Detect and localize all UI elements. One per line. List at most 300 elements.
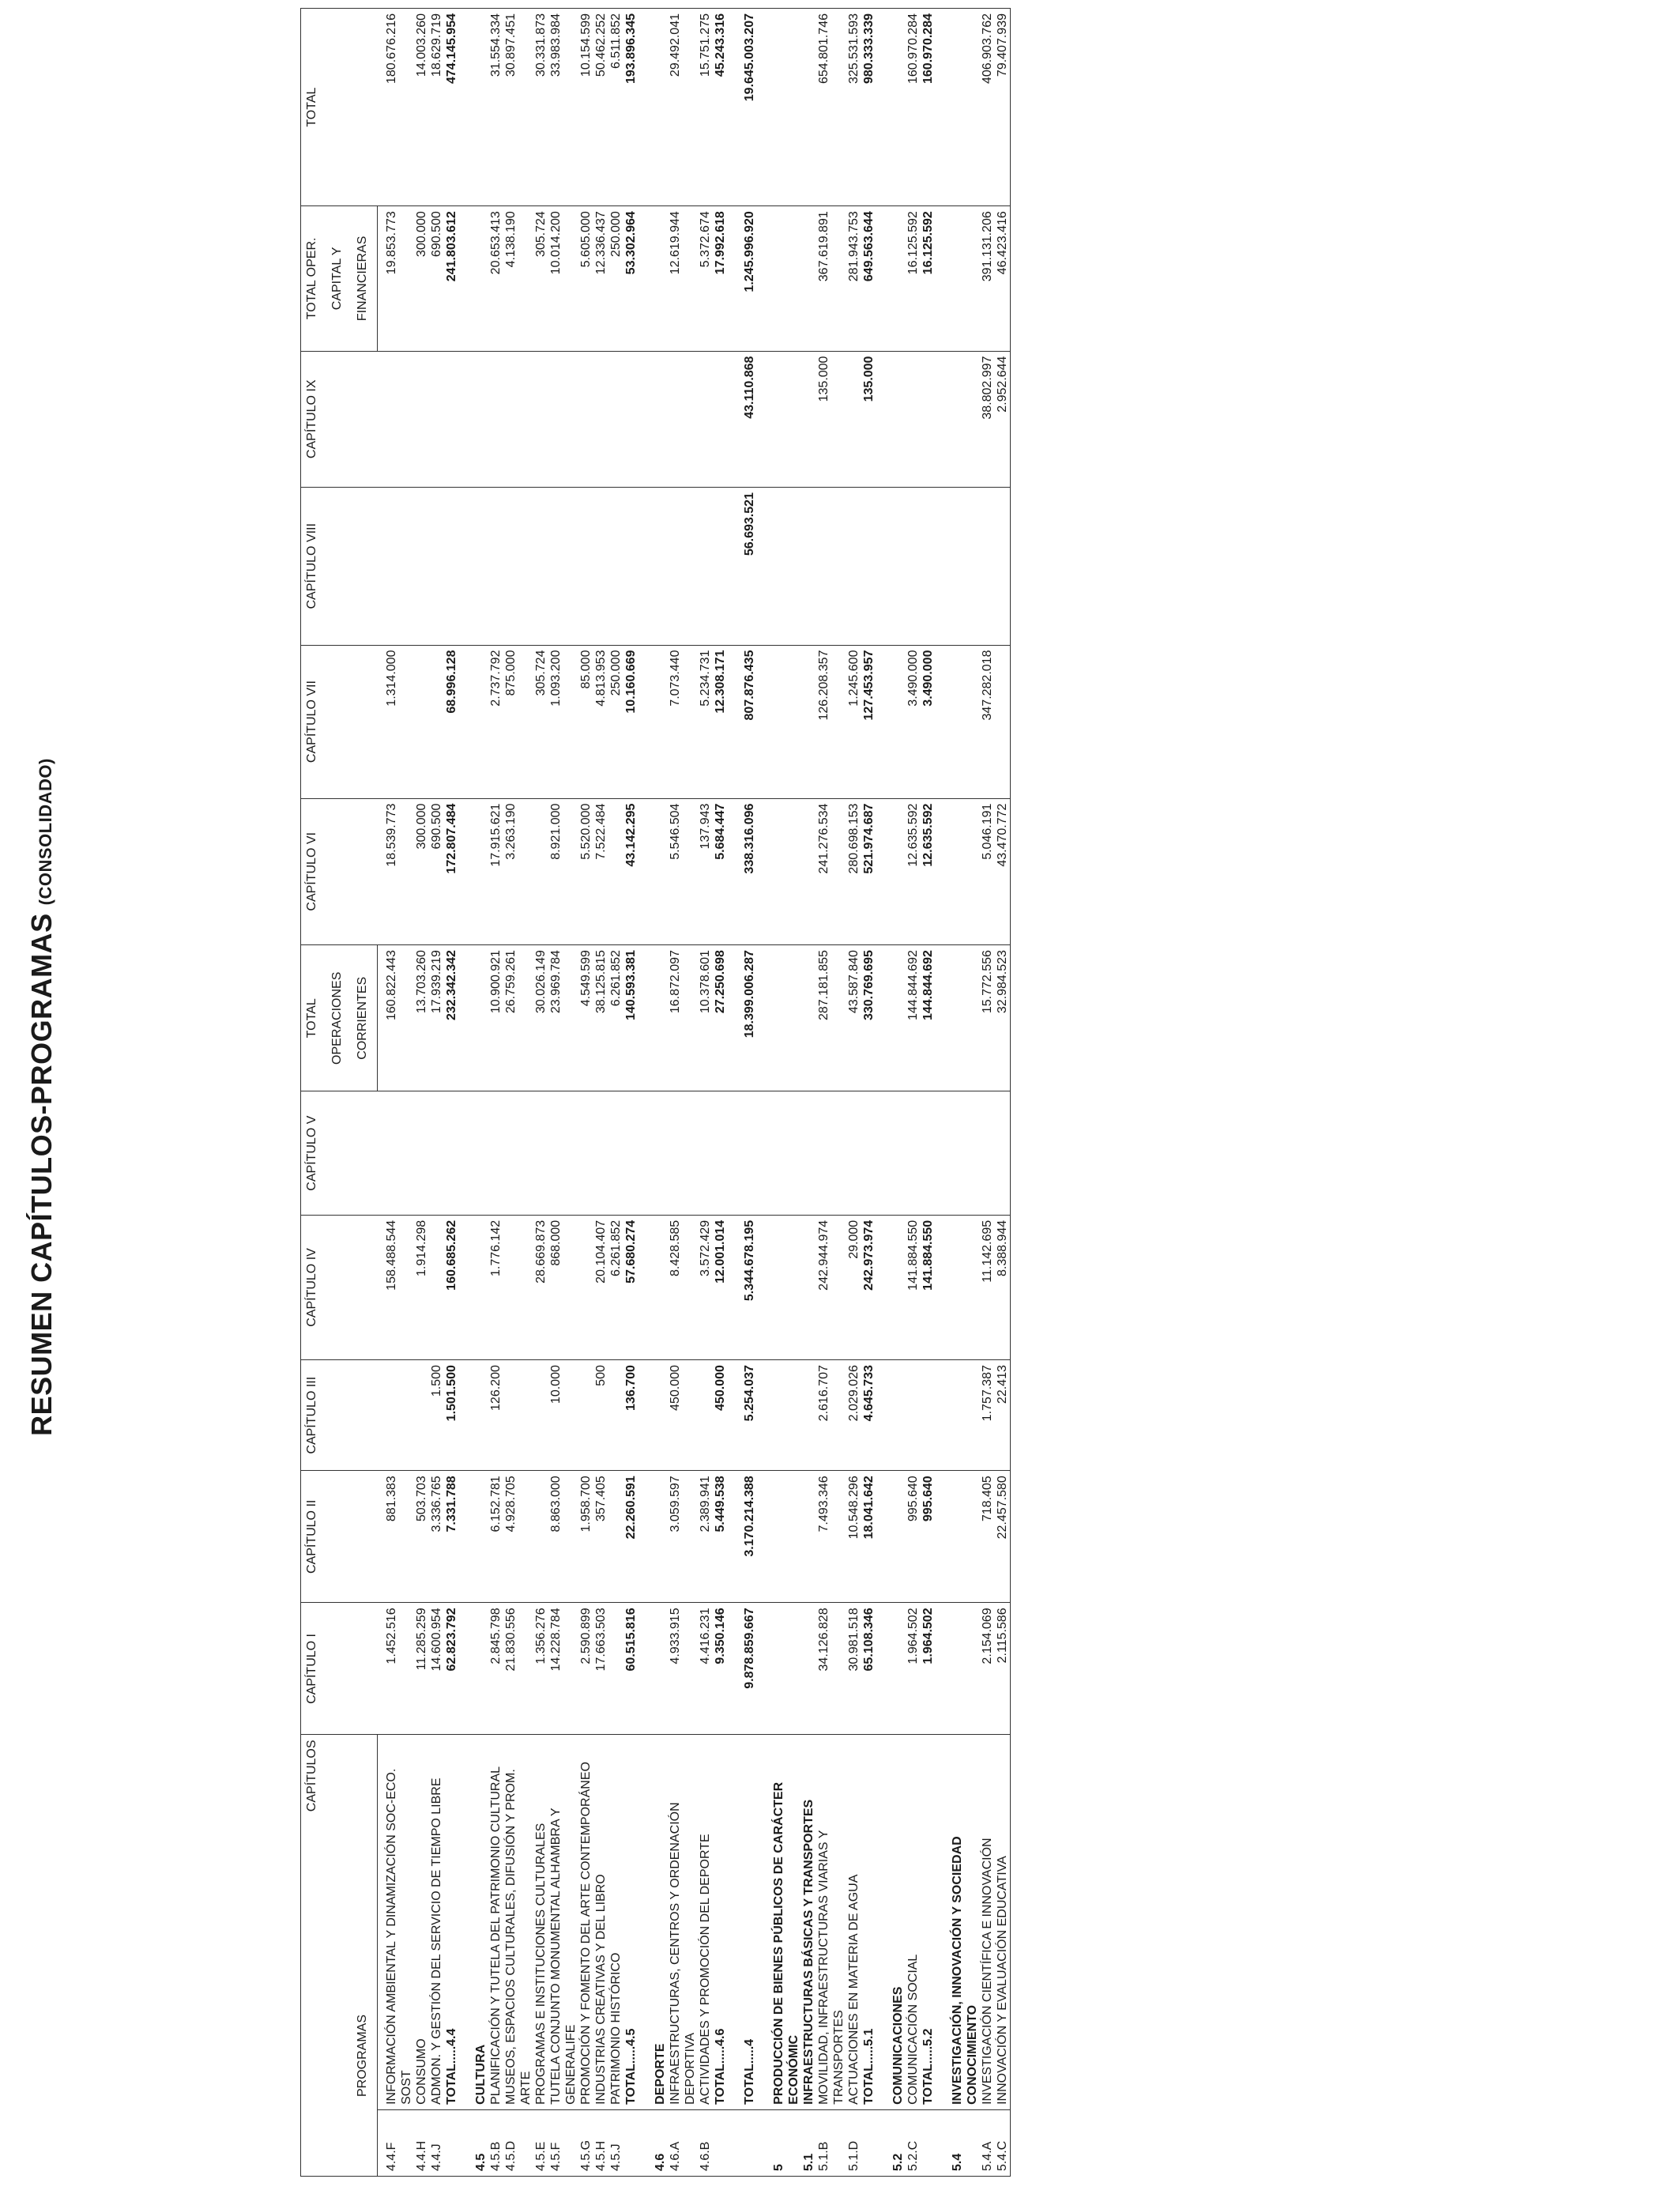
amount-c5 — [742, 1091, 757, 1215]
amount-tof: 690.500 — [429, 206, 444, 351]
amount-c1 — [801, 1603, 816, 1735]
spacer-cell — [757, 1360, 771, 1471]
amount-toc — [950, 945, 980, 1091]
page-title — [25, 0, 58, 2194]
spacer-cell — [757, 351, 771, 488]
amount-c4: 242.973.974 — [861, 1215, 876, 1359]
amount-toc: 23.969.784 — [548, 945, 578, 1091]
amount-total: 18.629.719 — [429, 9, 444, 206]
amount-c3 — [891, 1360, 906, 1471]
amount-c1 — [771, 1603, 801, 1735]
amount-c4: 8.388.944 — [995, 1215, 1011, 1359]
amount-c7: 347.282.018 — [980, 645, 995, 798]
amount-c9 — [548, 351, 578, 488]
amount-total — [771, 9, 801, 206]
amount-toc: 32.984.523 — [995, 945, 1011, 1091]
amount-tof: 5.372.674 — [698, 206, 713, 351]
program-name: ACTIVIDADES Y PROMOCIÓN DEL DEPORTE — [698, 1735, 713, 2109]
spacer-cell — [757, 206, 771, 351]
spacer-cell — [459, 1215, 473, 1359]
header-total: TOTAL — [301, 9, 378, 206]
amount-c9 — [608, 351, 623, 488]
amount-tof: 12.336.437 — [593, 206, 608, 351]
spacer-cell — [728, 945, 742, 1091]
amount-c9 — [698, 351, 713, 488]
amount-tof — [473, 206, 488, 351]
total-row — [921, 9, 936, 2177]
amount-c3: 4.645.733 — [861, 1360, 876, 1471]
amount-c6: 12.635.592 — [921, 798, 936, 944]
amount-c2: 6.152.781 — [488, 1471, 503, 1603]
amount-toc: 140.593.381 — [623, 945, 638, 1091]
amount-c8 — [378, 488, 415, 645]
amount-c6: 7.522.484 — [593, 798, 608, 944]
amount-c3: 2.029.026 — [846, 1360, 861, 1471]
amount-c5 — [578, 1091, 593, 1215]
amount-toc: 144.844.692 — [906, 945, 921, 1091]
total-row — [623, 9, 638, 2177]
amount-total: 160.970.284 — [906, 9, 921, 206]
program-code: 5 — [771, 2109, 801, 2176]
amount-c5 — [980, 1091, 995, 1215]
amount-tof: 250.000 — [608, 206, 623, 351]
table-row — [698, 9, 713, 2177]
table-row — [906, 9, 921, 2177]
amount-c3: 136.700 — [623, 1360, 638, 1471]
amount-total: 160.970.284 — [921, 9, 936, 206]
total-row — [713, 9, 728, 2177]
amount-c8: 56.693.521 — [742, 488, 757, 645]
amount-c6: 241.276.534 — [816, 798, 846, 944]
amount-c3: 450.000 — [713, 1360, 728, 1471]
program-code: 4.5.H — [593, 2109, 608, 2176]
spacer-cell — [936, 1603, 950, 1735]
amount-total — [473, 9, 488, 206]
program-code: 4.4.F — [378, 2109, 415, 2176]
amount-c7: 305.724 — [533, 645, 548, 798]
amount-c6: 521.974.687 — [861, 798, 876, 944]
amount-c4: 141.884.550 — [921, 1215, 936, 1359]
amount-c3: 450.000 — [668, 1360, 698, 1471]
program-code: 4.5 — [473, 2109, 488, 2176]
header-toc-line2: OPERACIONES — [326, 945, 352, 1091]
spacer-cell — [936, 1360, 950, 1471]
spacer-cell — [728, 1735, 742, 2109]
amount-total: 193.896.345 — [623, 9, 638, 206]
amount-c5 — [713, 1091, 728, 1215]
amount-c6: 17.915.621 — [488, 798, 503, 944]
table-row — [503, 9, 533, 2177]
spacer-cell — [728, 206, 742, 351]
amount-c7: 1.245.600 — [846, 645, 861, 798]
total-row — [861, 9, 876, 2177]
amount-c6: 5.046.191 — [980, 798, 995, 944]
amount-c7 — [950, 645, 980, 798]
table-row — [548, 9, 578, 2177]
amount-total: 654.801.746 — [816, 9, 846, 206]
amount-tof: 241.803.612 — [444, 206, 459, 351]
program-name: MUSEOS, ESPACIOS CULTURALES, DIFUSIÓN Y PROM. ARTE — [503, 1735, 533, 2109]
amount-c2: 3.336.765 — [429, 1471, 444, 1603]
amount-c8 — [578, 488, 593, 645]
spacer-cell — [936, 206, 950, 351]
amount-tof — [950, 206, 980, 351]
amount-c5 — [891, 1091, 906, 1215]
amount-tof: 367.619.891 — [816, 206, 846, 351]
amount-c5 — [623, 1091, 638, 1215]
amount-c1: 62.823.792 — [444, 1603, 459, 1735]
spacer-row — [876, 9, 891, 2177]
spacer-cell — [936, 2109, 950, 2176]
amount-c2: 2.389.941 — [698, 1471, 713, 1603]
amount-toc: 232.342.342 — [444, 945, 459, 1091]
spacer-cell — [459, 1735, 473, 2109]
amount-total: 180.676.216 — [378, 9, 415, 206]
amount-c2: 995.640 — [921, 1471, 936, 1603]
amount-total: 33.983.984 — [548, 9, 578, 206]
program-name: ADMON. Y GESTIÓN DEL SERVICIO DE TIEMPO LIBRE — [429, 1735, 444, 2109]
amount-tof: 20.653.413 — [488, 206, 503, 351]
amount-c1: 9.878.859.667 — [742, 1603, 757, 1735]
header-cap4: CAPÍTULO IV — [301, 1215, 378, 1359]
amount-c5 — [429, 1091, 444, 1215]
amount-c9 — [921, 351, 936, 488]
amount-c4 — [653, 1215, 668, 1359]
spacer-cell — [638, 1735, 653, 2109]
amount-c9 — [444, 351, 459, 488]
amount-c3 — [378, 1360, 415, 1471]
spacer-cell — [936, 945, 950, 1091]
amount-total — [801, 9, 816, 206]
program-name: TOTAL.....5.2 — [921, 1735, 936, 2109]
amount-c7: 68.996.128 — [444, 645, 459, 798]
program-name: PATRIMONIO HISTÓRICO — [608, 1735, 623, 2109]
amount-c1: 30.981.518 — [846, 1603, 861, 1735]
amount-c7 — [995, 645, 1011, 798]
amount-toc: 6.261.852 — [608, 945, 623, 1091]
amount-c6 — [533, 798, 548, 944]
amount-c1: 1.964.502 — [906, 1603, 921, 1735]
spacer-cell — [876, 351, 891, 488]
amount-c9: 135.000 — [861, 351, 876, 488]
program-code — [742, 2109, 757, 2176]
amount-c3 — [653, 1360, 668, 1471]
program-name: DEPORTE — [653, 1735, 668, 2109]
amount-c6: 5.684.447 — [713, 798, 728, 944]
program-name: PLANIFICACIÓN Y TUTELA DEL PATRIMONIO CULTURAL — [488, 1735, 503, 2109]
amount-c3 — [771, 1360, 801, 1471]
amount-c1: 60.515.816 — [623, 1603, 638, 1735]
spacer-cell — [638, 1215, 653, 1359]
amount-c5 — [473, 1091, 488, 1215]
program-code: 4.4.H — [414, 2109, 429, 2176]
amount-c6: 18.539.773 — [378, 798, 415, 944]
spacer-cell — [459, 1471, 473, 1603]
amount-c8 — [473, 488, 488, 645]
budget-table — [300, 8, 1011, 2177]
amount-c2: 10.548.296 — [846, 1471, 861, 1603]
amount-c7: 875.000 — [503, 645, 533, 798]
spacer-row — [459, 9, 473, 2177]
spacer-cell — [459, 488, 473, 645]
spacer-cell — [936, 1091, 950, 1215]
amount-c7 — [771, 645, 801, 798]
table-row — [816, 9, 846, 2177]
amount-tof: 4.138.190 — [503, 206, 533, 351]
amount-c1 — [891, 1603, 906, 1735]
amount-total: 30.331.873 — [533, 9, 548, 206]
spacer-cell — [876, 798, 891, 944]
amount-c9 — [653, 351, 668, 488]
program-code: 4.4.J — [429, 2109, 444, 2176]
amount-c2: 1.958.700 — [578, 1471, 593, 1603]
amount-c5 — [816, 1091, 846, 1215]
program-code: 4.5.E — [533, 2109, 548, 2176]
program-code: 5.1.D — [846, 2109, 861, 2176]
spacer-cell — [876, 645, 891, 798]
program-code: 4.5.J — [608, 2109, 623, 2176]
amount-c9 — [414, 351, 429, 488]
amount-c4 — [950, 1215, 980, 1359]
amount-toc: 330.769.695 — [861, 945, 876, 1091]
amount-toc — [801, 945, 816, 1091]
amount-c7 — [801, 645, 816, 798]
spacer-cell — [638, 945, 653, 1091]
spacer-cell — [757, 488, 771, 645]
amount-c8 — [593, 488, 608, 645]
program-name: INFRAESTRUCTURAS BÁSICAS Y TRANSPORTES — [801, 1735, 816, 2109]
amount-toc: 287.181.855 — [816, 945, 846, 1091]
amount-c4: 1.776.142 — [488, 1215, 503, 1359]
spacer-cell — [757, 645, 771, 798]
spacer-cell — [459, 645, 473, 798]
amount-c6: 280.698.153 — [846, 798, 861, 944]
total-row — [742, 9, 757, 2177]
program-code — [861, 2109, 876, 2176]
amount-total — [891, 9, 906, 206]
spacer-cell — [936, 1215, 950, 1359]
amount-c6 — [473, 798, 488, 944]
spacer-cell — [728, 1091, 742, 1215]
amount-c8 — [906, 488, 921, 645]
amount-c6 — [891, 798, 906, 944]
amount-c8 — [608, 488, 623, 645]
amount-total: 325.531.593 — [846, 9, 861, 206]
spacer-cell — [459, 2109, 473, 2176]
program-name: CULTURA — [473, 1735, 488, 2109]
amount-c8 — [713, 488, 728, 645]
amount-c2 — [473, 1471, 488, 1603]
section-row — [950, 9, 980, 2177]
amount-tof: 53.302.964 — [623, 206, 638, 351]
spacer-cell — [728, 645, 742, 798]
amount-c2 — [608, 1471, 623, 1603]
spacer-cell — [728, 351, 742, 488]
spacer-row — [757, 9, 771, 2177]
spacer-cell — [936, 488, 950, 645]
spacer-cell — [757, 1091, 771, 1215]
table-body — [378, 9, 1011, 2177]
amount-c8 — [771, 488, 801, 645]
amount-c3: 10.000 — [548, 1360, 578, 1471]
amount-c8 — [488, 488, 503, 645]
spacer-row — [638, 9, 653, 2177]
amount-total: 14.003.260 — [414, 9, 429, 206]
amount-c8 — [533, 488, 548, 645]
program-name: PROMOCIÓN Y FOMENTO DEL ARTE CONTEMPORÁNEO — [578, 1735, 593, 2109]
amount-c7: 127.453.957 — [861, 645, 876, 798]
amount-c9 — [378, 351, 415, 488]
amount-total — [653, 9, 668, 206]
amount-c5 — [668, 1091, 698, 1215]
title-text: RESUMEN CAPÍTULOS-PROGRAMAS — [25, 913, 58, 1436]
amount-c8 — [503, 488, 533, 645]
table-row — [980, 9, 995, 2177]
amount-c9 — [429, 351, 444, 488]
table-row — [488, 9, 503, 2177]
table-row — [593, 9, 608, 2177]
amount-c5 — [608, 1091, 623, 1215]
spacer-cell — [757, 1735, 771, 2109]
amount-c6: 43.470.772 — [995, 798, 1011, 944]
header-tof-line2: CAPITAL Y — [326, 206, 352, 351]
amount-c4: 5.344.678.195 — [742, 1215, 757, 1359]
spacer-cell — [936, 1471, 950, 1603]
spacer-cell — [936, 645, 950, 798]
amount-c7: 10.160.669 — [623, 645, 638, 798]
program-name: INVESTIGACIÓN CIENTÍFICA E INNOVACIÓN — [980, 1735, 995, 2109]
amount-c9 — [801, 351, 816, 488]
amount-c2 — [950, 1471, 980, 1603]
amount-c4 — [771, 1215, 801, 1359]
amount-c3: 1.757.387 — [980, 1360, 995, 1471]
amount-c2: 7.331.788 — [444, 1471, 459, 1603]
amount-total: 45.243.316 — [713, 9, 728, 206]
amount-c3 — [533, 1360, 548, 1471]
amount-c5 — [593, 1091, 608, 1215]
amount-c1: 1.452.516 — [378, 1603, 415, 1735]
amount-c1: 2.115.586 — [995, 1603, 1011, 1735]
spacer-cell — [876, 1735, 891, 2109]
program-name: INFRAESTRUCTURAS, CENTROS Y ORDENACIÓN DEPORTIVA — [668, 1735, 698, 2109]
program-name: TOTAL.....4.6 — [713, 1735, 728, 2109]
amount-c3 — [503, 1360, 533, 1471]
spacer-cell — [876, 206, 891, 351]
spacer-cell — [876, 1360, 891, 1471]
amount-total: 19.645.003.207 — [742, 9, 757, 206]
table-row — [846, 9, 861, 2177]
table-row — [608, 9, 623, 2177]
amount-c3: 5.254.037 — [742, 1360, 757, 1471]
header-cap7: CAPÍTULO VII — [301, 645, 378, 798]
amount-c8 — [414, 488, 429, 645]
program-name: TOTAL.....4 — [742, 1735, 757, 2109]
amount-tof: 17.992.618 — [713, 206, 728, 351]
amount-c9 — [533, 351, 548, 488]
amount-c5 — [414, 1091, 429, 1215]
amount-c1: 17.663.503 — [593, 1603, 608, 1735]
amount-tof: 10.014.200 — [548, 206, 578, 351]
program-code — [921, 2109, 936, 2176]
amount-tof: 391.131.206 — [980, 206, 995, 351]
amount-toc: 13.703.260 — [414, 945, 429, 1091]
section-row — [801, 9, 816, 2177]
program-code: 4.5.D — [503, 2109, 533, 2176]
amount-c2: 3.170.214.388 — [742, 1471, 757, 1603]
spacer-cell — [728, 1215, 742, 1359]
spacer-cell — [638, 798, 653, 944]
amount-tof — [801, 206, 816, 351]
spacer-cell — [757, 2109, 771, 2176]
amount-c3 — [473, 1360, 488, 1471]
amount-c3 — [906, 1360, 921, 1471]
amount-c1: 14.600.954 — [429, 1603, 444, 1735]
amount-c6 — [950, 798, 980, 944]
table-row — [995, 9, 1011, 2177]
amount-c4: 158.488.544 — [378, 1215, 415, 1359]
amount-c3: 1.501.500 — [444, 1360, 459, 1471]
spacer-cell — [728, 488, 742, 645]
program-code: 5.2 — [891, 2109, 906, 2176]
spacer-cell — [757, 9, 771, 206]
amount-c5 — [771, 1091, 801, 1215]
amount-c6: 8.921.000 — [548, 798, 578, 944]
amount-c4: 11.142.695 — [980, 1215, 995, 1359]
amount-c3 — [578, 1360, 593, 1471]
amount-c8 — [950, 488, 980, 645]
amount-c4 — [503, 1215, 533, 1359]
amount-c7: 807.876.435 — [742, 645, 757, 798]
amount-c9: 135.000 — [816, 351, 846, 488]
spacer-cell — [728, 1603, 742, 1735]
program-code — [623, 2109, 638, 2176]
amount-c7: 3.490.000 — [921, 645, 936, 798]
header-tof-line1: TOTAL OPER. — [301, 206, 327, 351]
program-name: PROGRAMAS E INSTITUCIONES CULTURALES — [533, 1735, 548, 2109]
amount-c6 — [653, 798, 668, 944]
amount-c2: 22.457.580 — [995, 1471, 1011, 1603]
amount-c7 — [653, 645, 668, 798]
amount-toc — [771, 945, 801, 1091]
amount-c8 — [846, 488, 861, 645]
program-name: INNOVACIÓN Y EVALUACIÓN EDUCATIVA — [995, 1735, 1011, 2109]
amount-toc — [891, 945, 906, 1091]
amount-c9 — [593, 351, 608, 488]
table-row — [378, 9, 415, 2177]
amount-c3 — [921, 1360, 936, 1471]
spacer-cell — [638, 206, 653, 351]
spacer-cell — [936, 9, 950, 206]
amount-c4: 868.000 — [548, 1215, 578, 1359]
amount-c6: 172.807.484 — [444, 798, 459, 944]
amount-c7: 250.000 — [608, 645, 623, 798]
header-toc-line3: CORRIENTES — [352, 945, 378, 1091]
spacer-cell — [757, 798, 771, 944]
spacer-cell — [459, 1603, 473, 1735]
section-row — [653, 9, 668, 2177]
amount-c9 — [503, 351, 533, 488]
section-row — [771, 9, 801, 2177]
amount-c7: 12.308.171 — [713, 645, 728, 798]
amount-c9 — [488, 351, 503, 488]
amount-tof: 649.563.644 — [861, 206, 876, 351]
amount-c9 — [713, 351, 728, 488]
amount-c2: 7.493.346 — [816, 1471, 846, 1603]
amount-c8 — [444, 488, 459, 645]
amount-toc: 27.250.698 — [713, 945, 728, 1091]
amount-tof: 281.943.753 — [846, 206, 861, 351]
amount-c1: 2.590.899 — [578, 1603, 593, 1735]
